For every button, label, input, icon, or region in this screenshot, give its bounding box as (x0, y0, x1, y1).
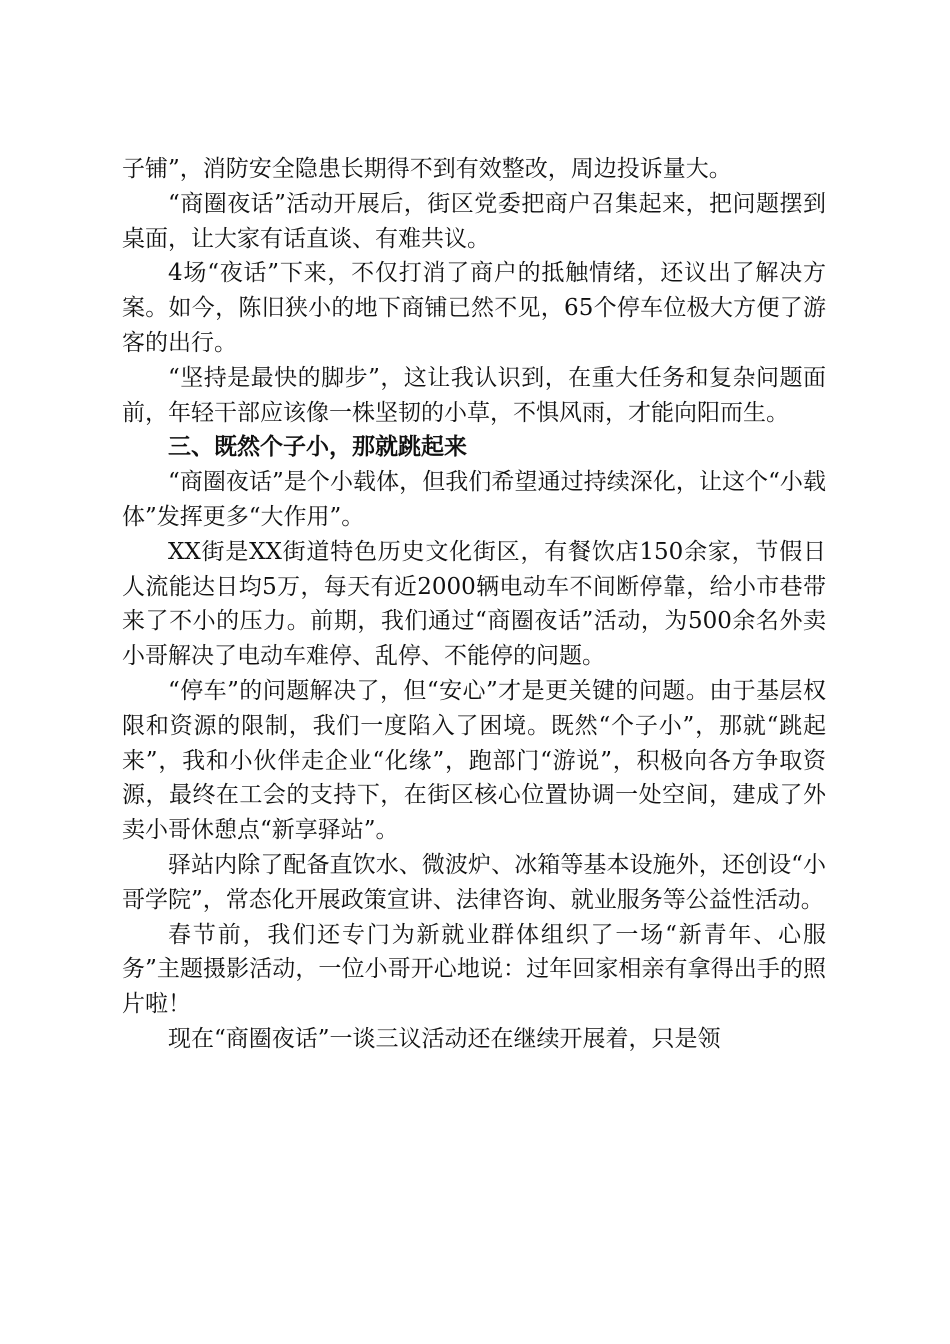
paragraph-continuation: 子铺”，消防安全隐患长期得不到有效整改，周边投诉量大。 (122, 156, 732, 182)
paragraph: 4场“夜话”下来，不仅打消了商户的抵触情绪，还议出了解决方案。如今，陈旧狭小的地下商铺已然不见，65个停车位极大方便了游客的出行。 (122, 260, 826, 356)
paragraph: “商圈夜话”活动开展后，街区党委把商户召集起来，把问题摆到桌面，让大家有话直谈、有难共议。 (122, 190, 826, 252)
paragraph: “商圈夜话”是个小载体，但我们希望通过持续深化，让这个“小载体”发挥更多“大作用”。 (122, 469, 826, 530)
paragraph: 现在“商圈夜话”一谈三议活动还在继续开展着，只是领 (168, 1025, 721, 1052)
paragraph: XX街是XX街道特色历史文化街区，有餐饮店150余家，节假日人流能达日均5万，每天有近2000辆电动车不间断停靠，给小市巷带来了不小的压力。前期，我们通过“商圈夜话”活动，为500余名外卖小哥解决了电动车难停、乱停、不能停的问题。 (122, 538, 826, 670)
section-heading: 三、既然个子小，那就跳起来 (168, 433, 467, 461)
document-body (122, 152, 826, 1057)
paragraph: 驿站内除了配备直饮水、微波炉、冰箱等基本设施外，还创设“小哥学院”，常态化开展政策宣讲、法律咨询、就业服务等公益性活动。 (122, 851, 826, 913)
paragraph: 春节前，我们还专门为新就业群体组织了一场“新青年、心服务”主题摄影活动，一位小哥开心地说：过年回家相亲有拿得出手的照片啦！ (122, 921, 826, 1018)
paragraph: “停车”的问题解决了，但“安心”才是更关键的问题。由于基层权限和资源的限制，我们一度陷入了困境。既然“个子小”，那就“跳起来”，我和小伙伴走企业“化缘”，跑部门“游说”，积极向各方争取资源，最终在工会的支持下，在街区核心位置协调一处空间，建成了外卖小哥休憩点“新享驿站”。 (122, 677, 826, 844)
paragraph: “坚持是最快的脚步”，这让我认识到，在重大任务和复杂问题面前，年轻干部应该像一株坚韧的小草，不惧风雨，才能向阳而生。 (122, 364, 826, 426)
